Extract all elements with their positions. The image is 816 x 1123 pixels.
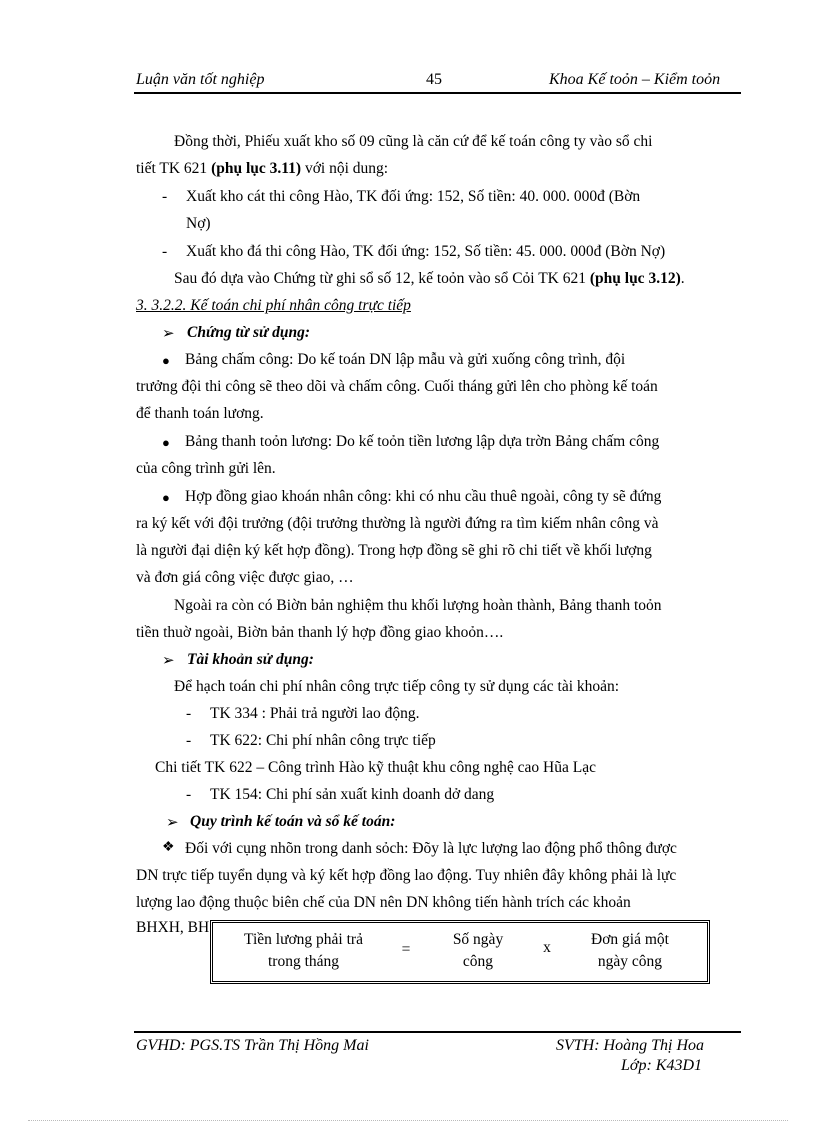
paragraph-line: là người đại diện ký kết hợp đồng). Trong hợp đồng sẽ ghi rõ chi tiết về khối lượng [136, 542, 652, 559]
arrow-bullet-icon: ➢ [162, 326, 175, 342]
dash-marker: - [186, 732, 192, 749]
subheading: Quy trình kế toán và sổ kế toán: [190, 813, 396, 830]
paragraph-line: của công trình gửi lên. [136, 460, 276, 477]
formula-times: x [543, 939, 551, 956]
paragraph-line: Hợp đồng giao khoán nhân công: khi có nhu cầu thuê ngoài, công ty sẽ đứng [185, 488, 662, 505]
paragraph-line: BHXH, BH [136, 919, 210, 936]
footer-rule [134, 1031, 741, 1033]
account-item: TK 622: Chi phí nhân công trực tiếp [210, 732, 436, 749]
footer-student: SVTH: Hoàng Thị Hoa [556, 1037, 705, 1054]
formula-equals: = [401, 941, 411, 958]
footer-advisor: GVHD: PGS.TS Trần Thị Hồng Mai [136, 1037, 369, 1054]
paragraph-line: Sau đó dựa vào Chứng từ ghi sổ số 12, kế toỏn vào sổ Cỏi TK 621 (phụ lục 3.12). [174, 270, 685, 287]
wage-formula-box [210, 920, 710, 984]
header-rule [134, 92, 741, 94]
formula-working-days: Số ngày công [452, 931, 504, 970]
paragraph-line: Ngoài ra còn có Biờn bản nghiệm thu khối lượng hoàn thành, Bảng thanh toỏn [174, 597, 662, 614]
list-item-continuation: Nợ) [186, 215, 211, 232]
dash-marker: - [186, 786, 192, 803]
arrow-bullet-icon: ➢ [162, 653, 175, 669]
paragraph-line: tiền thuờ ngoài, Biờn bản thanh lý hợp đồng giao khoỏn…. [136, 624, 504, 641]
subheading: Tài khoản sử dụng: [187, 651, 314, 668]
subheading: Chứng từ sử dụng: [187, 324, 311, 341]
dot-bullet-icon: ● [162, 435, 170, 450]
paragraph-line: ra ký kết với đội trưởng (đội trưởng thường là người đứng ra tìm kiếm nhân công và [136, 515, 659, 532]
diamond-bullet-icon: ❖ [162, 840, 175, 855]
dash-marker: - [162, 188, 168, 205]
header-title: Luận văn tốt nghiệp [136, 71, 265, 88]
dot-bullet-icon: ● [162, 353, 170, 368]
section-heading: 3. 3.2.2. Kế toán chi phí nhân công trực tiếp [136, 297, 411, 314]
dash-marker: - [186, 705, 192, 722]
dot-bullet-icon: ● [162, 490, 170, 505]
formula-monthly-wage: Tiền lương phải trả trong tháng [244, 931, 363, 970]
paragraph-line: Đồng thời, Phiếu xuất kho số 09 cũng là căn cứ để kế toán công ty vào sổ chi [174, 133, 653, 150]
account-item: TK 334 : Phải trả người lao động. [210, 705, 420, 722]
page-number: 45 [426, 71, 442, 88]
header-department: Khoa Kế toỏn – Kiểm toỏn [549, 71, 721, 88]
account-item: TK 154: Chi phí sản xuất kinh doanh dở dang [210, 786, 495, 803]
arrow-bullet-icon: ➢ [166, 815, 179, 831]
formula-daily-rate: Đơn giá một ngày công [591, 931, 669, 970]
paragraph-line: Đối với cụng nhõn trong danh sỏch: Đõy là lực lượng lao động phổ thông được [185, 840, 677, 857]
footer-class: Lớp: K43D1 [621, 1057, 702, 1074]
dash-marker: - [162, 243, 168, 260]
page-edge-divider [28, 1120, 788, 1121]
paragraph-line: Để hạch toán chi phí nhân công trực tiếp công ty sử dụng các tài khoản: [174, 678, 620, 695]
paragraph-line: DN trực tiếp tuyển dụng và ký kết hợp đồng lao động. Tuy nhiên đây không phải là lực [136, 867, 677, 884]
account-detail: Chi tiết TK 622 – Công trình Hào kỹ thuật khu công nghệ cao Hũa Lạc [155, 759, 596, 776]
paragraph-line: để thanh toán lương. [136, 405, 264, 422]
paragraph-line: tiết TK 621 (phụ lục 3.11) với nội dung: [136, 160, 389, 177]
paragraph-line: và đơn giá công việc được giao, … [136, 569, 354, 586]
paragraph-line: Bảng thanh toỏn lương: Do kế toỏn tiền lương lập dựa trờn Bảng chấm công [185, 433, 660, 450]
paragraph-line: trưởng đội thi công sẽ theo dõi và chấm công. Cuối tháng gửi lên cho phòng kế toán [136, 378, 658, 395]
list-item: Xuất kho cát thi công Hào, TK đối ứng: 152, Số tiền: 40. 000. 000đ (Bờn [186, 188, 641, 205]
paragraph-line: Bảng chấm công: Do kế toán DN lập mẫu và gửi xuống công trình, đội [185, 351, 626, 368]
list-item: Xuất kho đá thi công Hào, TK đối ứng: 152, Số tiền: 45. 000. 000đ (Bờn Nợ) [186, 243, 666, 260]
paragraph-line: lượng lao động thuộc biên chế của DN nên DN không tiến hành trích các khoản [136, 894, 631, 911]
